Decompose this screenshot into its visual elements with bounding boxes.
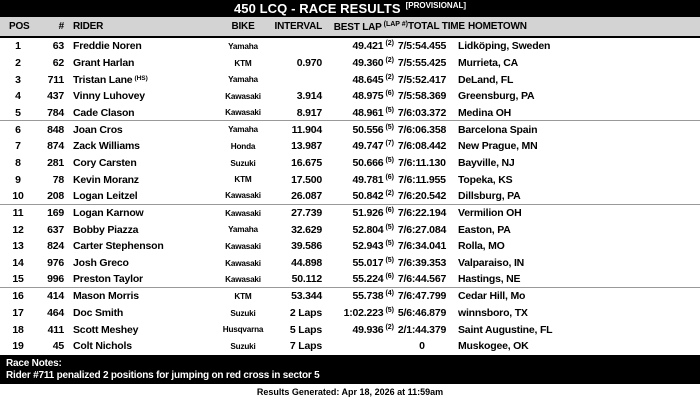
cell-best-lap: 51.926 $^{(6)}$ (352, 207, 394, 220)
page-title: 450 LCQ - RACE RESULTS (233, 1, 401, 16)
cell-pos: 16 (12, 290, 24, 303)
cell-hometown: Cedar Hill, Mo (458, 290, 526, 303)
table-row (0, 138, 700, 155)
cell-number: 45 (52, 340, 64, 353)
cell-pos: 4 (15, 90, 21, 103)
cell-pos: 2 (15, 57, 21, 69)
table-row (0, 88, 700, 105)
cell-bike: KTM (234, 291, 252, 301)
cell-pos: 8 (15, 157, 21, 170)
cell-total-time: 7/6:34.041 (397, 240, 447, 253)
table-row (0, 171, 700, 188)
cell-hometown: Hastings, NE (458, 273, 521, 286)
column-header-best-lap: BEST LAP $^{(LAP \#)}$ (333, 20, 408, 33)
cell-bike: KTM (234, 58, 252, 68)
cell-total-time: 7/6:11.130 (398, 157, 446, 170)
cell-number: 63 (52, 40, 64, 53)
cell-pos: 18 (12, 323, 24, 336)
cell-interval: 2 Laps (289, 307, 322, 320)
cell-best-lap: 49.936 $^{(2)}$ (352, 323, 394, 336)
cell-best-lap: 52.804 $^{(5)}$ (352, 223, 394, 236)
cell-rider: Joan Cros (73, 123, 123, 136)
cell-bike: KTM (234, 175, 252, 185)
cell-interval: 26.087 (291, 189, 322, 202)
cell-interval: 53.344 (291, 290, 322, 303)
table-row (0, 71, 700, 88)
cell-hometown: winnsboro, TX (458, 307, 528, 320)
table-row (0, 238, 700, 255)
cell-pos: 3 (15, 73, 21, 86)
best-lap-number: (5) (385, 307, 394, 315)
cell-total-time: 7/6:47.799 (397, 290, 447, 303)
cell-interval: 32.629 (291, 223, 322, 236)
cell-number: 281 (47, 157, 64, 170)
cell-rider: Zack Williams (73, 140, 140, 153)
cell-bike: Yamaha (228, 75, 258, 85)
best-lap-number: (2) (385, 189, 394, 197)
cell-hometown: Greensburg, PA (458, 90, 535, 103)
best-lap-number: (5) (385, 257, 394, 265)
best-lap-number: (6) (385, 273, 394, 281)
cell-total-time: 7/5:55.425 (397, 57, 447, 69)
cell-number: 62 (52, 57, 64, 69)
column-header-total-time: TOTAL TIME (408, 21, 465, 32)
cell-best-lap: 55.738 $^{(4)}$ (352, 290, 394, 303)
cell-bike: Kawasaki (225, 191, 261, 201)
cell-rider: Vinny Luhovey (73, 90, 145, 103)
best-lap-number: (2) (385, 323, 394, 331)
table-row (0, 221, 700, 238)
cell-number: 637 (47, 223, 64, 236)
cell-number: 824 (47, 240, 64, 253)
cell-hometown: Rolla, MO (458, 240, 505, 253)
table-row (0, 188, 700, 205)
cell-rider: Cade Clason (73, 106, 135, 119)
cell-rider: Grant Harlan (73, 57, 135, 69)
cell-interval: 11.904 (291, 123, 322, 136)
cell-pos: 10 (12, 189, 24, 202)
cell-pos: 15 (12, 273, 24, 286)
cell-pos: 13 (12, 240, 24, 253)
cell-rider: Doc Smith (73, 307, 124, 320)
rider-note: (HS) (134, 74, 148, 82)
cell-interval: 44.898 (291, 257, 322, 270)
cell-total-time: 7/5:54.455 (397, 40, 447, 53)
best-lap-sup-label: (LAP #) (383, 20, 408, 28)
cell-number: 414 (47, 290, 64, 303)
cell-pos: 17 (12, 307, 24, 320)
cell-total-time: 7/6:39.353 (397, 257, 447, 270)
best-lap-number: (2) (385, 57, 394, 64)
cell-best-lap: 48.975 $^{(6)}$ (352, 90, 394, 103)
best-lap-number: (5) (385, 157, 394, 165)
cell-bike: Suzuki (230, 158, 256, 168)
cell-total-time: 7/6:27.084 (397, 223, 447, 236)
cell-hometown: Dillsburg, PA (458, 189, 521, 202)
best-lap-number: (5) (385, 106, 394, 114)
best-lap-number: (2) (385, 40, 394, 48)
cell-best-lap: 55.017 $^{(5)}$ (352, 257, 394, 270)
cell-rider: Logan Karnow (73, 207, 144, 220)
cell-hometown: Lidköping, Sweden (458, 40, 551, 53)
cell-rider: Preston Taylor (73, 273, 143, 286)
cell-best-lap: 49.421 $^{(2)}$ (352, 40, 394, 53)
cell-hometown: Bayville, NJ (458, 157, 515, 170)
cell-number: 711 (47, 73, 64, 86)
cell-bike: Kawasaki (225, 108, 261, 118)
table-row (0, 205, 700, 222)
table-row (0, 305, 700, 322)
cell-total-time: 7/6:08.442 (397, 140, 447, 153)
cell-pos: 19 (12, 340, 24, 353)
cell-rider: Kevin Moranz (73, 173, 139, 186)
results-body (0, 38, 700, 355)
cell-interval: 50.112 (291, 273, 322, 286)
cell-rider: Josh Greco (73, 257, 129, 270)
best-lap-number: (5) (385, 123, 394, 131)
cell-hometown: Saint Augustine, FL (458, 323, 553, 336)
table-row (0, 121, 700, 138)
best-lap-number: (2) (385, 73, 394, 81)
cell-best-lap: 48.961 $^{(5)}$ (352, 106, 394, 119)
cell-hometown: DeLand, FL (458, 73, 514, 86)
cell-bike: Kawasaki (225, 91, 261, 101)
cell-total-time: 2/1:44.379 (397, 323, 447, 336)
cell-hometown: Topeka, KS (458, 173, 513, 186)
cell-pos: 1 (15, 40, 21, 53)
cell-bike: Yamaha (228, 41, 258, 51)
cell-number: 169 (47, 207, 64, 220)
best-lap-number: (6) (385, 173, 394, 181)
cell-interval: 3.914 (296, 90, 322, 103)
cell-total-time: 7/5:52.417 (397, 73, 447, 86)
cell-pos: 6 (15, 123, 21, 136)
cell-interval: 39.586 (291, 240, 322, 253)
cell-rider: Tristan Lane $^{(HS)}$ (73, 73, 148, 86)
cell-interval: 27.739 (291, 207, 322, 220)
best-lap-number: (5) (385, 223, 394, 231)
cell-hometown: Medina OH (458, 106, 512, 119)
cell-number: 848 (47, 123, 64, 136)
cell-best-lap: 52.943 $^{(5)}$ (352, 240, 394, 253)
cell-hometown: Valparaiso, IN (458, 257, 525, 270)
best-lap-number: (4) (385, 290, 394, 298)
cell-rider: Cory Carsten (73, 157, 137, 170)
cell-number: 784 (47, 106, 64, 119)
best-lap-number: (6) (385, 207, 394, 215)
cell-rider: Bobby Piazza (73, 223, 139, 236)
cell-pos: 12 (12, 223, 24, 236)
race-notes-label: Race Notes: (6, 357, 62, 369)
cell-number: 874 (47, 140, 64, 153)
cell-pos: 11 (12, 207, 24, 220)
cell-total-time: 7/6:22.194 (397, 207, 447, 220)
table-row (0, 155, 700, 172)
cell-number: 411 (47, 323, 64, 336)
cell-number: 996 (47, 273, 64, 286)
cell-total-time: 7/6:11.955 (398, 173, 446, 186)
cell-total-time: 5/6:46.879 (397, 307, 447, 320)
cell-rider: Colt Nichols (73, 340, 132, 353)
cell-number: 976 (47, 257, 64, 270)
table-row (0, 321, 700, 338)
column-header-hometown: HOMETOWN (468, 21, 527, 32)
cell-pos: 7 (15, 140, 21, 153)
table-row (0, 105, 700, 122)
column-header-row (0, 17, 700, 38)
cell-number: 78 (52, 173, 64, 186)
cell-hometown: Vermilion OH (458, 207, 522, 220)
cell-bike: Kawasaki (225, 241, 261, 251)
cell-number: 208 (47, 189, 64, 202)
cell-bike: Husqvarna (222, 325, 264, 335)
best-lap-number: (7) (385, 140, 394, 148)
cell-rider: Mason Morris (73, 290, 139, 303)
cell-interval: 5 Laps (289, 323, 322, 336)
cell-rider: Logan Leitzel (73, 189, 138, 202)
cell-rider: Scott Meshey (73, 323, 139, 336)
cell-best-lap: 49.781 $^{(6)}$ (352, 173, 394, 186)
race-notes-bar (0, 355, 700, 384)
cell-bike: Suzuki (230, 308, 256, 318)
cell-best-lap: 50.666 $^{(5)}$ (352, 157, 394, 170)
cell-bike: Suzuki (230, 341, 256, 351)
table-row (0, 55, 700, 72)
best-lap-number: (6) (385, 90, 394, 98)
cell-pos: 5 (15, 106, 21, 119)
race-notes-text: Rider #711 penalized 2 positions for jumping on red cross in sector 5 (6, 369, 320, 381)
title-bar (0, 0, 700, 17)
table-row (0, 38, 700, 55)
cell-interval: 7 Laps (289, 340, 322, 353)
cell-bike: Yamaha (228, 125, 258, 135)
cell-bike: Kawasaki (225, 258, 261, 268)
cell-total-time: 7/6:03.372 (397, 106, 447, 119)
table-row (0, 255, 700, 272)
cell-hometown: New Prague, MN (458, 140, 538, 153)
cell-number: 464 (47, 307, 64, 320)
cell-total-time: 0 (419, 340, 425, 353)
cell-best-lap: 1:02.223 $^{(5)}$ (343, 307, 394, 320)
cell-total-time: 7/5:58.369 (397, 90, 447, 103)
cell-best-lap: 49.360 $^{(2)}$ (352, 57, 394, 69)
cell-hometown: Murrieta, CA (458, 57, 519, 69)
cell-interval: 8.917 (296, 106, 322, 119)
cell-hometown: Muskogee, OK (458, 340, 529, 353)
cell-best-lap: 50.556 $^{(5)}$ (352, 123, 394, 136)
cell-best-lap: 49.747 $^{(7)}$ (352, 140, 394, 153)
column-header-interval: INTERVAL (274, 21, 322, 32)
cell-best-lap: 55.224 $^{(6)}$ (352, 273, 394, 286)
cell-total-time: 7/6:06.358 (397, 123, 447, 136)
cell-bike: Kawasaki (225, 274, 261, 284)
cell-interval: 0.970 (296, 57, 322, 69)
cell-bike: Yamaha (228, 225, 258, 235)
cell-rider: Freddie Noren (73, 40, 142, 53)
cell-bike: Honda (230, 141, 256, 151)
provisional-tag: [PROVISIONAL] (405, 1, 467, 10)
column-header-number: # (58, 21, 64, 32)
cell-total-time: 7/6:44.567 (397, 273, 447, 286)
table-row (0, 271, 700, 288)
best-lap-number: (5) (385, 240, 394, 248)
table-row (0, 338, 700, 355)
cell-interval: 16.675 (291, 157, 322, 170)
column-header-bike: BIKE (231, 21, 255, 32)
cell-rider: Carter Stephenson (73, 240, 164, 253)
cell-hometown: Easton, PA (458, 223, 511, 236)
column-header-pos: POS (9, 21, 30, 32)
cell-total-time: 7/6:20.542 (397, 189, 447, 202)
cell-interval: 17.500 (291, 173, 322, 186)
cell-number: 437 (47, 90, 64, 103)
table-row (0, 288, 700, 305)
cell-best-lap: 48.645 $^{(2)}$ (352, 73, 394, 86)
column-header-rider: RIDER (73, 21, 104, 32)
cell-bike: Kawasaki (225, 208, 261, 218)
cell-pos: 9 (15, 173, 21, 186)
cell-interval: 13.987 (291, 140, 322, 153)
cell-hometown: Barcelona Spain (458, 123, 538, 136)
results-generated-line: Results Generated: Apr 18, 2026 at 11:59am (0, 384, 700, 400)
cell-pos: 14 (12, 257, 24, 270)
cell-best-lap: 50.842 $^{(2)}$ (352, 189, 394, 202)
